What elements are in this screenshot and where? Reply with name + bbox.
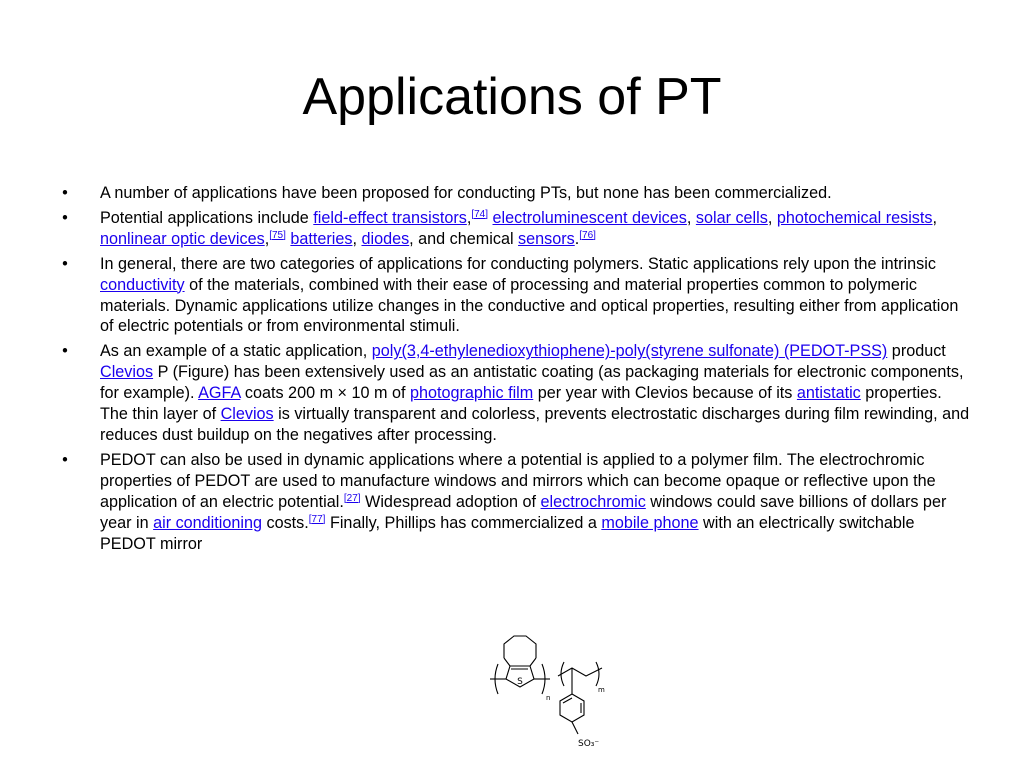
inline-link[interactable]: AGFA — [198, 384, 241, 403]
bullet-text: of the materials, combined with their ease of processing and material properties common to polymeric materials. Dynamic applications utilize changes in the conductive and optical properties, resulting either from application of electric potentials or from environmental stimuli. — [100, 275, 959, 336]
citation-superscript — [471, 209, 488, 220]
pss-bracket-right — [596, 662, 599, 686]
bullet-text: , — [466, 208, 472, 227]
slide-title: Applications of PT — [302, 68, 722, 126]
bullet-item — [58, 183, 970, 204]
bullet-text: Widespread adoption of — [360, 492, 541, 511]
inline-link[interactable]: solar cells — [695, 208, 768, 227]
bullet-text: , — [264, 229, 270, 248]
bullet-text: costs. — [261, 513, 309, 532]
pedot-repeat-label: n — [546, 694, 551, 702]
bullet-text: P (Figure) has been extensively used as an antistatic coating (as packaging materials for electronic components, for example). — [100, 363, 964, 403]
pedot-pss-structure-figure — [480, 624, 630, 754]
sulfonate-bond — [572, 722, 578, 734]
bullet-text: In general, there are two categories of applications for conducting polymers. Static applications rely upon the intrinsic — [100, 254, 936, 273]
bullet-item — [58, 254, 970, 338]
citation-link[interactable]: [77] — [308, 513, 326, 525]
bullet-marker: • — [62, 184, 68, 202]
citation-link[interactable]: [75] — [269, 229, 286, 241]
bullet-text: per year with Clevios because of its — [533, 384, 797, 403]
inline-link[interactable]: antistatic — [796, 384, 861, 403]
citation-superscript — [344, 493, 361, 504]
inline-link[interactable]: batteries — [290, 229, 353, 248]
bullet-marker: • — [62, 254, 68, 273]
bullet-text: properties. The thin layer of — [100, 384, 942, 424]
inline-link[interactable]: electroluminescent devices — [492, 208, 687, 227]
inline-link[interactable]: poly(3,4-ethylenedioxythiophene)-poly(styrene sulfonate) (PEDOT-PSS) — [371, 342, 888, 361]
bullet-text: , — [686, 208, 696, 227]
bullet-text: windows could save billions of dollars per year in — [100, 492, 947, 532]
inline-link[interactable]: photographic film — [409, 384, 534, 403]
bullet-text: , and chemical — [409, 229, 519, 248]
dioxane-ring — [504, 636, 536, 658]
bullet-marker: • — [62, 450, 68, 469]
bullet-item — [58, 341, 970, 446]
citation-superscript — [309, 514, 326, 525]
inline-link[interactable]: Clevios — [220, 405, 274, 424]
inline-link[interactable]: electrochromic — [540, 492, 646, 511]
bullet-text: PEDOT can also be used in dynamic applications where a potential is applied to a polymer film. The electrochromic properties of PEDOT are used to manufacture windows and mirrors which can become opaque or reflective upon the application of an electric potential. — [100, 450, 936, 511]
sulfonate-label: SO₃⁻ — [578, 739, 600, 749]
bullet-text: A number of applications have been proposed for conducting PTs, but none has been commercialized. — [100, 184, 832, 202]
bullet-text: , — [767, 208, 777, 227]
pss-backbone — [558, 668, 602, 676]
bullet-marker: • — [62, 342, 68, 361]
inline-link[interactable]: nonlinear optic devices — [100, 229, 265, 248]
inline-link[interactable]: sensors — [518, 229, 575, 248]
inline-link[interactable]: diodes — [361, 229, 410, 248]
bullet-list — [58, 183, 970, 558]
thiophene-sulfur-label: S — [517, 677, 523, 687]
bullet-text: coats 200 m × 10 m of — [240, 384, 410, 403]
bullet-text: As an example of a static application, — [100, 342, 372, 361]
bullet-text: is virtually transparent and colorless, prevents electrostatic discharges during film rewinding, and reduces dust buildup on the negatives after processing. — [100, 405, 970, 444]
dioxane-o-bond-right — [530, 658, 536, 666]
inline-link[interactable]: mobile phone — [601, 513, 699, 532]
bullet-text: Finally, Phillips has commercialized a — [325, 513, 602, 532]
bullet-text: with an electrically switchable PEDOT mirror — [100, 513, 915, 553]
inline-link[interactable]: air conditioning — [153, 513, 262, 532]
inline-link[interactable]: conductivity — [100, 275, 185, 294]
citation-superscript — [269, 230, 286, 241]
citation-link[interactable]: [27] — [343, 492, 361, 504]
citation-link[interactable]: [76] — [579, 229, 596, 241]
bullet-item — [58, 208, 970, 250]
bullet-marker: • — [62, 208, 68, 227]
bullet-text: Potential applications include — [100, 208, 314, 227]
bullet-text: , — [932, 208, 937, 227]
bullet-text: product — [887, 342, 946, 361]
bullet-item — [58, 450, 970, 555]
citation-superscript — [579, 230, 596, 241]
inline-link[interactable]: field-effect transistors — [313, 208, 467, 227]
bullet-text: . — [574, 229, 580, 248]
inline-link[interactable]: photochemical resists — [776, 208, 933, 227]
bullet-text: , — [352, 229, 362, 248]
pss-repeat-label: m — [598, 686, 605, 694]
citation-link[interactable]: [74] — [471, 208, 489, 220]
dioxane-o-bond-left — [504, 658, 510, 666]
inline-link[interactable]: Clevios — [100, 363, 154, 382]
